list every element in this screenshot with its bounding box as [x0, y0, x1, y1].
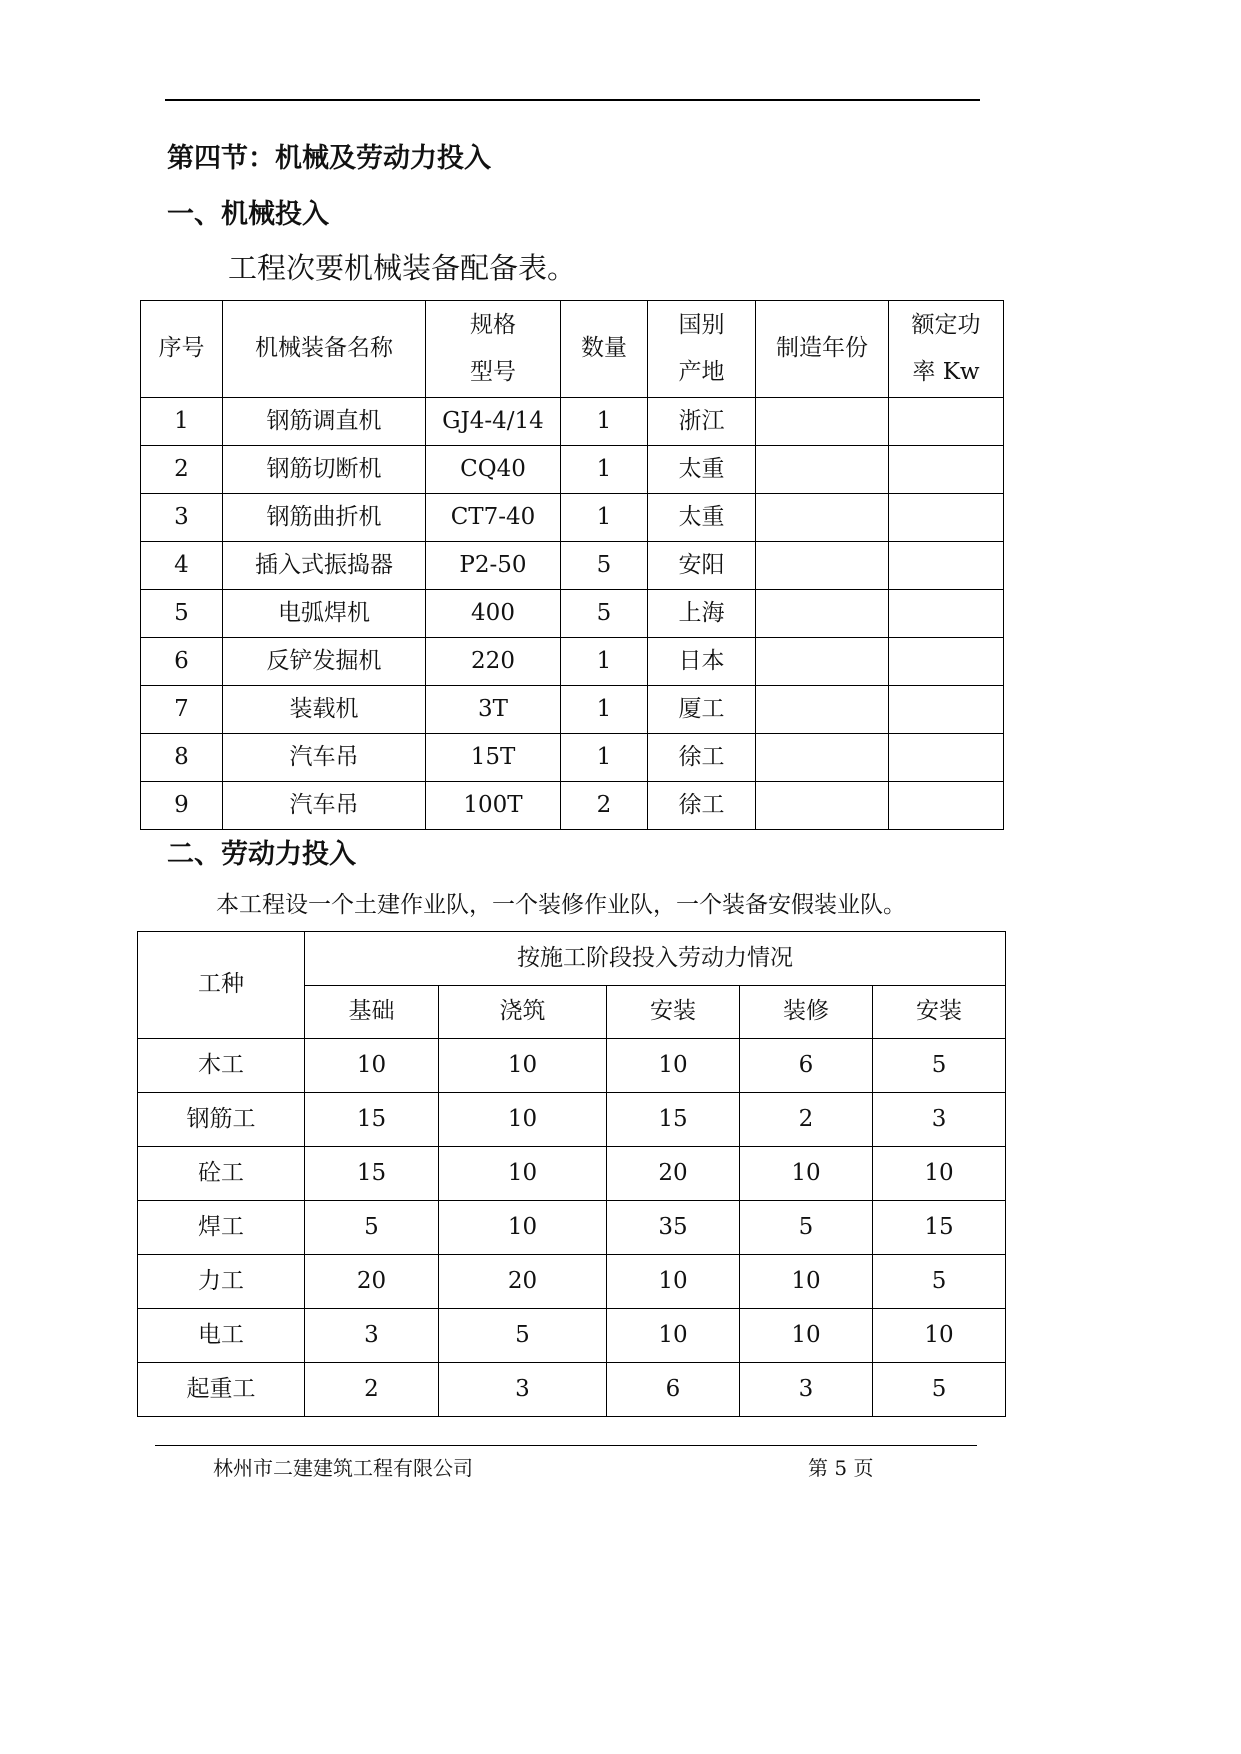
cell-year: [756, 542, 889, 590]
cell-origin: 厦工: [648, 686, 756, 734]
cell-power: [889, 734, 1004, 782]
table-row: [138, 1093, 1006, 1147]
header-stage: 浇筑: [439, 986, 607, 1039]
header-power-line1: 额定功: [911, 312, 981, 338]
cell-count: 20: [439, 1255, 607, 1309]
cell-name: 反铲发掘机: [223, 638, 426, 686]
cell-spec: P2-50: [426, 542, 561, 590]
labor-table: [137, 931, 1006, 1417]
cell-origin: 安阳: [648, 542, 756, 590]
cell-year: [756, 734, 889, 782]
cell-power: [889, 494, 1004, 542]
cell-count: 15: [305, 1093, 439, 1147]
table-row: [141, 446, 1004, 494]
cell-count: 3: [305, 1309, 439, 1363]
cell-count: 15: [873, 1201, 1006, 1255]
footer-rule: [155, 1445, 977, 1446]
labor-header-row: [138, 932, 1006, 986]
cell-count: 10: [740, 1147, 873, 1201]
header-stage-group: 按施工阶段投入劳动力情况: [305, 932, 1006, 986]
cell-count: 10: [607, 1255, 740, 1309]
cell-year: [756, 590, 889, 638]
cell-spec: GJ4-4/14: [426, 398, 561, 446]
cell-seq: 2: [141, 446, 223, 494]
cell-trade: 木工: [138, 1039, 305, 1093]
machinery-table-caption: 工程次要机械装备配备表。: [228, 251, 577, 285]
cell-name: 汽车吊: [223, 782, 426, 830]
cell-year: [756, 638, 889, 686]
cell-count: 3: [740, 1363, 873, 1417]
header-seq: 序号: [141, 301, 223, 398]
machinery-header-row: [141, 301, 1004, 398]
table-row: [141, 734, 1004, 782]
table-row: [138, 1147, 1006, 1201]
cell-spec: 220: [426, 638, 561, 686]
header-stage: 安装: [607, 986, 740, 1039]
cell-count: 10: [439, 1201, 607, 1255]
cell-count: 6: [607, 1363, 740, 1417]
cell-name: 电弧焊机: [223, 590, 426, 638]
header-power: [889, 301, 1004, 398]
cell-count: 10: [439, 1147, 607, 1201]
cell-power: [889, 782, 1004, 830]
cell-power: [889, 398, 1004, 446]
header-stage: 基础: [305, 986, 439, 1039]
cell-power: [889, 590, 1004, 638]
cell-trade: 起重工: [138, 1363, 305, 1417]
cell-qty: 1: [561, 686, 648, 734]
cell-seq: 6: [141, 638, 223, 686]
cell-name: 汽车吊: [223, 734, 426, 782]
header-power-line2: 率 Kw: [912, 359, 980, 385]
table-row: [141, 590, 1004, 638]
cell-count: 5: [873, 1255, 1006, 1309]
cell-power: [889, 686, 1004, 734]
header-year: 制造年份: [756, 301, 889, 398]
table-row: [141, 782, 1004, 830]
header-spec-line2: 型号: [470, 359, 516, 385]
table-row: [138, 1039, 1006, 1093]
cell-trade: 焊工: [138, 1201, 305, 1255]
cell-count: 10: [607, 1309, 740, 1363]
cell-spec: 400: [426, 590, 561, 638]
cell-qty: 1: [561, 398, 648, 446]
header-qty: 数量: [561, 301, 648, 398]
header-name: 机械装备名称: [223, 301, 426, 398]
table-row: [141, 638, 1004, 686]
cell-count: 5: [873, 1039, 1006, 1093]
cell-trade: 钢筋工: [138, 1093, 305, 1147]
cell-count: 10: [740, 1309, 873, 1363]
table-row: [141, 398, 1004, 446]
cell-origin: 上海: [648, 590, 756, 638]
cell-power: [889, 446, 1004, 494]
cell-year: [756, 494, 889, 542]
header-stage: 装修: [740, 986, 873, 1039]
header-origin-line2: 产地: [678, 359, 725, 385]
cell-count: 10: [873, 1147, 1006, 1201]
header-spec-line1: 规格: [470, 312, 516, 338]
cell-spec: CT7-40: [426, 494, 561, 542]
labor-intro: 本工程设一个土建作业队，一个装修作业队，一个装备安假装业队。: [216, 892, 906, 918]
table-row: [141, 542, 1004, 590]
cell-count: 10: [873, 1309, 1006, 1363]
header-rule: [165, 99, 980, 101]
machinery-table: [140, 300, 1004, 830]
cell-origin: 徐工: [648, 782, 756, 830]
cell-year: [756, 398, 889, 446]
cell-qty: 5: [561, 542, 648, 590]
cell-qty: 1: [561, 638, 648, 686]
footer-company: 林州市二建建筑工程有限公司: [213, 1456, 473, 1480]
footer-page-number: 第 5 页: [808, 1456, 874, 1480]
cell-qty: 1: [561, 734, 648, 782]
header-origin: [648, 301, 756, 398]
cell-year: [756, 446, 889, 494]
cell-origin: 日本: [648, 638, 756, 686]
table-row: [141, 686, 1004, 734]
cell-year: [756, 782, 889, 830]
cell-count: 10: [740, 1255, 873, 1309]
cell-seq: 3: [141, 494, 223, 542]
table-row: [138, 1201, 1006, 1255]
cell-count: 10: [607, 1039, 740, 1093]
cell-seq: 9: [141, 782, 223, 830]
table-row: [138, 1255, 1006, 1309]
cell-name: 钢筋调直机: [223, 398, 426, 446]
cell-year: [756, 686, 889, 734]
table-row: [141, 494, 1004, 542]
cell-name: 装载机: [223, 686, 426, 734]
cell-count: 5: [439, 1309, 607, 1363]
cell-seq: 1: [141, 398, 223, 446]
cell-count: 3: [873, 1093, 1006, 1147]
cell-count: 3: [439, 1363, 607, 1417]
cell-count: 20: [305, 1255, 439, 1309]
cell-origin: 太重: [648, 494, 756, 542]
cell-spec: CQ40: [426, 446, 561, 494]
cell-count: 5: [873, 1363, 1006, 1417]
cell-count: 35: [607, 1201, 740, 1255]
cell-qty: 1: [561, 446, 648, 494]
cell-trade: 电工: [138, 1309, 305, 1363]
cell-count: 15: [607, 1093, 740, 1147]
cell-count: 2: [305, 1363, 439, 1417]
cell-seq: 7: [141, 686, 223, 734]
table-row: [138, 1363, 1006, 1417]
cell-count: 20: [607, 1147, 740, 1201]
cell-count: 2: [740, 1093, 873, 1147]
cell-origin: 徐工: [648, 734, 756, 782]
cell-count: 10: [305, 1039, 439, 1093]
cell-spec: 100T: [426, 782, 561, 830]
section-title: 第四节：机械及劳动力投入: [167, 143, 491, 174]
cell-name: 插入式振捣器: [223, 542, 426, 590]
cell-count: 15: [305, 1147, 439, 1201]
cell-count: 10: [439, 1039, 607, 1093]
cell-origin: 太重: [648, 446, 756, 494]
cell-seq: 5: [141, 590, 223, 638]
cell-power: [889, 542, 1004, 590]
cell-count: 5: [740, 1201, 873, 1255]
machinery-heading: 一、机械投入: [167, 199, 329, 230]
cell-name: 钢筋切断机: [223, 446, 426, 494]
header-spec: [426, 301, 561, 398]
cell-qty: 2: [561, 782, 648, 830]
cell-trade: 砼工: [138, 1147, 305, 1201]
header-origin-line1: 国别: [678, 312, 725, 338]
cell-seq: 4: [141, 542, 223, 590]
cell-origin: 浙江: [648, 398, 756, 446]
header-trade: 工种: [138, 932, 305, 1039]
header-stage: 安装: [873, 986, 1006, 1039]
cell-spec: 3T: [426, 686, 561, 734]
cell-trade: 力工: [138, 1255, 305, 1309]
table-row: [138, 1309, 1006, 1363]
cell-power: [889, 638, 1004, 686]
cell-count: 10: [439, 1093, 607, 1147]
labor-heading: 二、劳动力投入: [167, 839, 356, 870]
cell-seq: 8: [141, 734, 223, 782]
cell-count: 5: [305, 1201, 439, 1255]
cell-name: 钢筋曲折机: [223, 494, 426, 542]
cell-count: 6: [740, 1039, 873, 1093]
cell-spec: 15T: [426, 734, 561, 782]
cell-qty: 5: [561, 590, 648, 638]
cell-qty: 1: [561, 494, 648, 542]
